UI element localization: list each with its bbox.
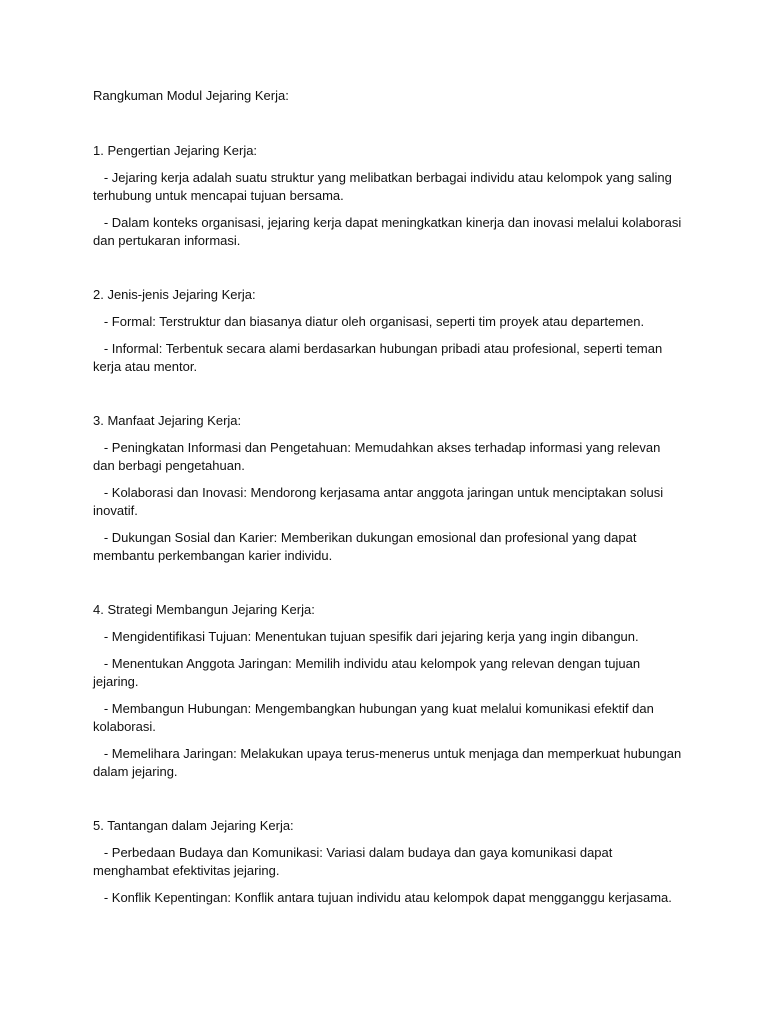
document-section bbox=[93, 286, 683, 376]
section-point-text: - Mengidentifikasi Tujuan: Menentukan tujuan spesifik dari jejaring kerja yang ingin dibangun. bbox=[93, 629, 639, 644]
section-point bbox=[93, 700, 683, 736]
section-point-text: - Peningkatan Informasi dan Pengetahuan: Memudahkan akses terhadap informasi yang relevan dan berbagi pengetahuan. bbox=[93, 440, 664, 473]
section-point bbox=[93, 313, 683, 331]
section-point-text: - Memelihara Jaringan: Melakukan upaya terus-menerus untuk menjaga dan memperkuat hubungan dalam jejaring. bbox=[93, 746, 685, 779]
section-point-text: - Informal: Terbentuk secara alami berdasarkan hubungan pribadi atau profesional, seperti teman kerja atau mentor. bbox=[93, 341, 666, 374]
section-point bbox=[93, 628, 683, 646]
section-point bbox=[93, 214, 683, 250]
section-point-text: - Perbedaan Budaya dan Komunikasi: Variasi dalam budaya dan gaya komunikasi dapat menghambat efektivitas jejaring. bbox=[93, 845, 616, 878]
section-point bbox=[93, 169, 683, 205]
section-point-text: - Kolaborasi dan Inovasi: Mendorong kerjasama antar anggota jaringan untuk menciptakan solusi inovatif. bbox=[93, 485, 667, 518]
section-point-text: - Menentukan Anggota Jaringan: Memilih individu atau kelompok yang relevan dengan tujuan jejaring. bbox=[93, 656, 644, 689]
section-point bbox=[93, 439, 683, 475]
document-title: Rangkuman Modul Jejaring Kerja: bbox=[93, 88, 289, 103]
section-point bbox=[93, 844, 683, 880]
document-section bbox=[93, 142, 683, 250]
section-point bbox=[93, 745, 683, 781]
section-heading: 4. Strategi Membangun Jejaring Kerja: bbox=[93, 602, 315, 617]
section-heading: 2. Jenis-jenis Jejaring Kerja: bbox=[93, 287, 256, 302]
section-point bbox=[93, 655, 683, 691]
section-point-text: - Dukungan Sosial dan Karier: Memberikan dukungan emosional dan profesional yang dapat membantu perkembangan karier individu. bbox=[93, 530, 641, 563]
document-body bbox=[93, 142, 683, 943]
document-section bbox=[93, 817, 683, 907]
section-point-text: - Formal: Terstruktur dan biasanya diatur oleh organisasi, seperti tim proyek atau departemen. bbox=[93, 314, 645, 329]
section-heading: 5. Tantangan dalam Jejaring Kerja: bbox=[93, 818, 294, 833]
section-point-text: - Konflik Kepentingan: Konflik antara tujuan individu atau kelompok dapat mengganggu kerjasama. bbox=[93, 890, 672, 905]
section-point bbox=[93, 340, 683, 376]
section-heading: 1. Pengertian Jejaring Kerja: bbox=[93, 143, 258, 158]
section-point-text: - Membangun Hubungan: Mengembangkan hubungan yang kuat melalui komunikasi efektif dan kolaborasi. bbox=[93, 701, 658, 734]
section-point bbox=[93, 484, 683, 520]
section-point bbox=[93, 529, 683, 565]
section-point bbox=[93, 889, 683, 907]
section-point-text: - Jejaring kerja adalah suatu struktur yang melibatkan berbagai individu atau kelompok yang saling terhubung untuk mencapai tujuan bersama. bbox=[93, 170, 676, 203]
document-section bbox=[93, 412, 683, 565]
section-heading: 3. Manfaat Jejaring Kerja: bbox=[93, 413, 242, 428]
document-section bbox=[93, 601, 683, 781]
section-point-text: - Dalam konteks organisasi, jejaring kerja dapat meningkatkan kinerja dan inovasi melalui kolaborasi dan pertukaran informasi. bbox=[93, 215, 685, 248]
